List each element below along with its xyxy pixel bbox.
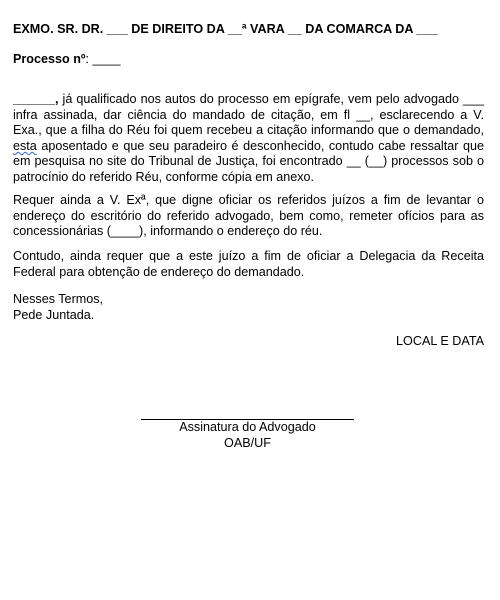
closing-block <box>13 292 103 323</box>
paragraph-citation <box>13 92 484 186</box>
process-value: : ____ <box>85 52 121 66</box>
closing-line-juntada: Pede Juntada. <box>13 307 95 322</box>
local-and-date: LOCAL E DATA <box>396 334 484 348</box>
paragraph-request-receita: Contudo, ainda requer que a este juízo a fim de oficiar a Delegacia da Receita Federal para obtenção de endereço do demandado. <box>13 249 484 279</box>
process-label: Processo nº <box>13 52 86 66</box>
paragraph-request-oficios: Requer ainda a V. Exª, que digne oficiar os referidos juízos a fim de levantar o endereço do escritório do referido advogado, bem como, remeter ofícios para as concessionárias (____), informando o endereço do réu. <box>13 193 484 239</box>
signature-registration: OAB/UF <box>224 435 271 450</box>
document-header: EXMO. SR. DR. ___ DE DIREITO DA __ª VARA __ DA COMARCA DA ___ <box>13 22 438 36</box>
spellcheck-flagged-word[interactable]: esta <box>13 138 37 153</box>
signature-name: Assinatura do Advogado <box>179 420 316 434</box>
process-number-line <box>13 52 121 66</box>
closing-line-termos: Nesses Termos, <box>13 292 104 306</box>
paragraph-citation-text-a: já qualificado nos autos do processo em epígrafe, vem pelo advogado ___ infra assinada, dar ciência do mandado de citação, em fl __, esclarecendo a V. Exa., que a filha do Réu foi quem recebeu a citação informando que o demandado, <box>13 92 484 138</box>
party-name-blank: ______, <box>13 92 59 106</box>
paragraph-citation-text-b: aposentado e que seu paradeiro é desconhecido, contudo cabe ressaltar que em pesquisa no site do Tribunal de Justiça, foi encontrado __ (__) processos sob o patrocínio do referido Réu, conforme cópia em anexo. <box>13 138 484 184</box>
signature-block <box>125 420 370 451</box>
